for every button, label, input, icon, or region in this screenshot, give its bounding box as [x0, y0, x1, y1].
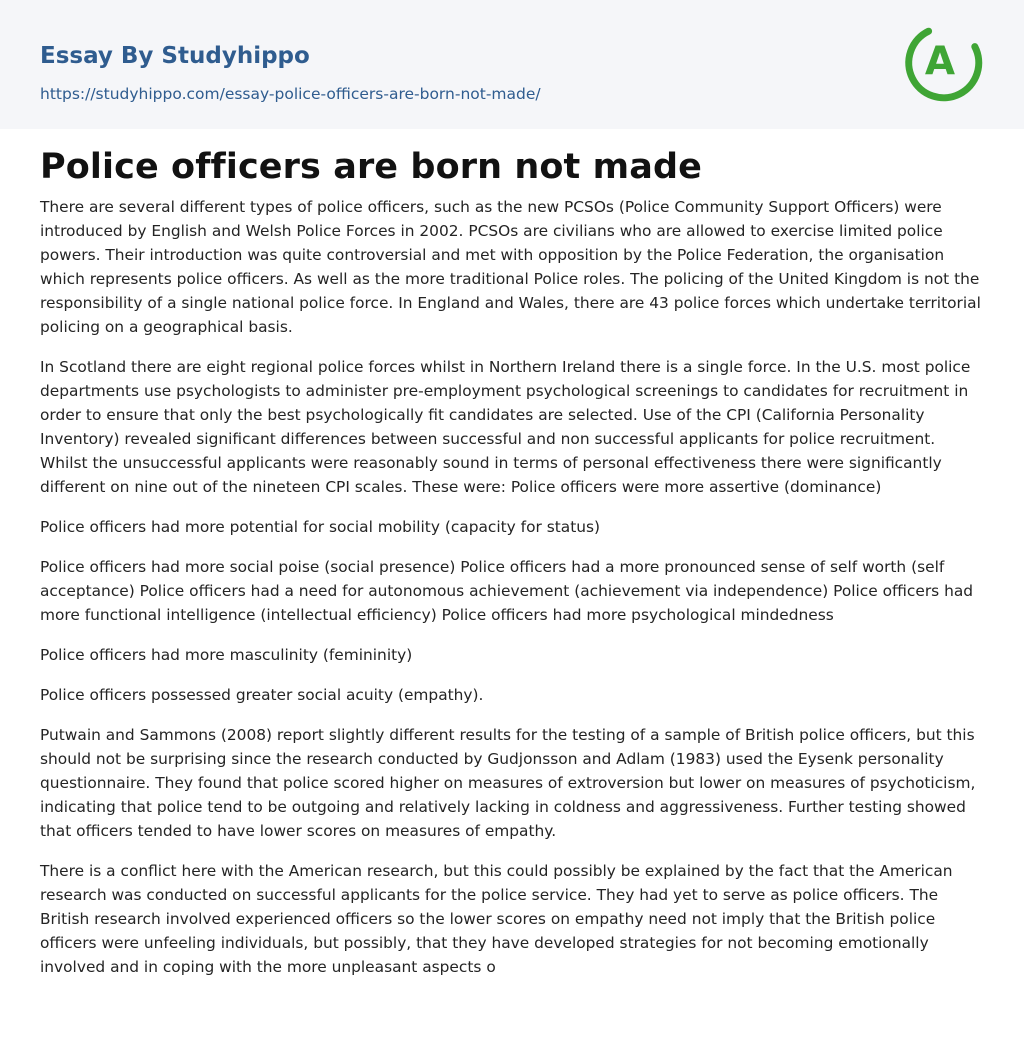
- essay-paragraph: Police officers had more potential for social mobility (capacity for status): [40, 518, 601, 536]
- essay-paragraph: Putwain and Sammons (2008) report slightly different results for the testing of a sample of British police officers, but this should not be surprising since the research conducted by Gudjonsson and Adlam (1983) used the Eysenk personality questionnaire. They found that police scored higher on measures of extroversion but lower on measures of psychoticism, indicating that police tend to be outgoing and relatively lacking in coldness and aggressiveness. Further testing showed that officers tended to have lower scores on measures of empathy.: [40, 726, 976, 840]
- essay-paragraph: There are several different types of police officers, such as the new PCSOs (Police Community Support Officers) were introduced by English and Welsh Police Forces in 2002. PCSOs are civilians who are allowed to exercise limited police powers. Their introduction was quite controversial and met with opposition by the Police Federation, the organisation which represents police officers. As well as the more traditional Police roles. The policing of the United Kingdom is not the responsibility of a single national police force. In England and Wales, there are 43 police forces which undertake territorial policing on a geographical basis.: [40, 198, 981, 336]
- studyhippo-logo-icon[interactable]: [902, 20, 986, 104]
- essay-paragraph: Police officers possessed greater social acuity (empathy).: [40, 686, 484, 704]
- logo-letter: A: [924, 39, 956, 84]
- essay-paragraph: In Scotland there are eight regional police forces whilst in Northern Ireland there is a single force. In the U.S. most police departments use psychologists to administer pre-employment psychological screenings to candidates for recruitment in order to ensure that only the best psychologically fit candidates are selected. Use of the CPI (California Personality Inventory) revealed significant differences between successful and non successful applicants for police recruitment. Whilst the unsuccessful applicants were reasonably sound in terms of personal effectiveness there were significantly different on nine out of the nineteen CPI scales. These were: Police officers were more assertive (dominance): [40, 358, 971, 496]
- brand-title: Essay By Studyhippo: [40, 43, 310, 69]
- essay-paragraph: Police officers had more social poise (social presence) Police officers had a more pronounced sense of self worth (self acceptance) Police officers had a need for autonomous achievement (achievement via independence) Police officers had more functional intelligence (intellectual efficiency) Police officers had more psychological mindedness: [40, 558, 974, 624]
- essay-paragraph: There is a conflict here with the American research, but this could possibly be explained by the fact that the American research was conducted on successful applicants for the police service. They had yet to serve as police officers. The British research involved experienced officers so the lower scores on empathy need not imply that the British police officers were unfeeling individuals, but possibly, that they have developed strategies for not becoming emotionally involved and in coping with the more unpleasant aspects o: [40, 862, 953, 976]
- essay-content: [40, 145, 986, 995]
- site-header: [0, 0, 1024, 129]
- essay-paragraph: Police officers had more masculinity (femininity): [40, 646, 413, 664]
- essay-title: Police officers are born not made: [40, 147, 702, 187]
- essay-url-link[interactable]: https://studyhippo.com/essay-police-officers-are-born-not-made/: [40, 85, 541, 103]
